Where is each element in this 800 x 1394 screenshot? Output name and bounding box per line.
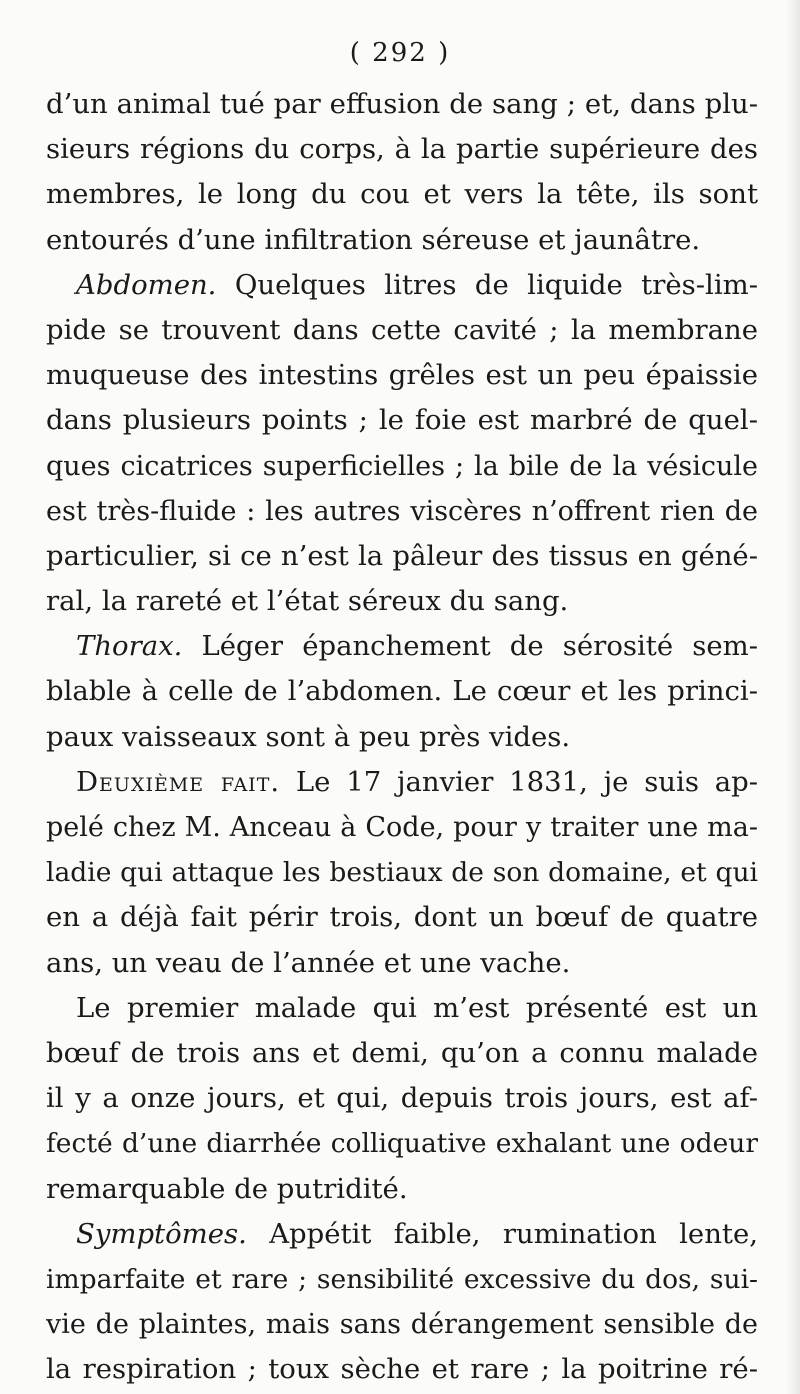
line-text: vie de plaintes, mais sans dérangement sensible de bbox=[46, 1309, 758, 1341]
section-heading: Abdomen. bbox=[76, 268, 217, 301]
line-text: entourés d’une infiltration séreuse et jaunâtre. bbox=[46, 223, 701, 256]
text-line bbox=[46, 895, 758, 940]
case-heading: Deuxième fait. bbox=[76, 765, 281, 798]
text-line bbox=[46, 263, 758, 308]
line-text: Le 17 janvier 1831, je suis ap- bbox=[280, 765, 758, 798]
text-line bbox=[46, 127, 758, 172]
line-text: ans, un veau de l’année et une vache. bbox=[46, 946, 571, 979]
text-line bbox=[46, 624, 758, 669]
text-line bbox=[46, 308, 758, 353]
line-text: il y a onze jours, et qui, depuis trois jours, est af- bbox=[46, 1082, 758, 1115]
text-line bbox=[46, 579, 758, 624]
text-line bbox=[46, 444, 758, 489]
line-text: blable à celle de l’abdomen. Le cœur et les princi- bbox=[46, 675, 758, 708]
line-text: paux vaisseaux sont à peu près vides. bbox=[46, 720, 571, 753]
line-text: Léger épanchement de sérosité sem- bbox=[182, 630, 758, 663]
line-text: ladie qui attaque les bestiaux de son domaine, et qui bbox=[46, 857, 758, 889]
line-text: imparfaite et rare ; sensibilité excessive du dos, sui- bbox=[46, 1263, 758, 1295]
section-heading: Symptômes. bbox=[76, 1217, 247, 1250]
line-text: ques cicatrices superficielles ; la bile de la vésicule bbox=[46, 450, 758, 482]
text-line bbox=[46, 1302, 758, 1347]
line-text: dans plusieurs points ; le foie est marbré de quel- bbox=[46, 404, 758, 437]
page-edge-shadow bbox=[786, 0, 800, 1394]
text-line bbox=[46, 760, 758, 805]
text-line bbox=[46, 1347, 758, 1392]
line-text: particulier, si ce n’est la pâleur des tissus en géné- bbox=[46, 539, 758, 572]
line-text: pide se trouvent dans cette cavité ; la membrane bbox=[46, 313, 758, 346]
text-line bbox=[46, 82, 758, 127]
text-line bbox=[46, 1257, 758, 1302]
text-line bbox=[46, 941, 758, 986]
text-line bbox=[46, 398, 758, 443]
text-line bbox=[46, 669, 758, 714]
line-text: est très-fluide : les autres viscères n’offrent rien de bbox=[46, 495, 758, 527]
line-text: Le premier malade qui m’est présenté est un bbox=[76, 991, 758, 1024]
text-line bbox=[46, 353, 758, 398]
text-line bbox=[46, 1121, 758, 1166]
line-text: Quelques litres de liquide très-lim- bbox=[216, 268, 758, 301]
line-text: la respiration ; toux sèche et rare ; la poitrine ré- bbox=[46, 1353, 758, 1386]
text-line bbox=[46, 1031, 758, 1076]
line-text: pelé chez M. Anceau à Code, pour y traiter une ma- bbox=[46, 812, 758, 843]
text-line bbox=[46, 172, 758, 217]
line-text: membres, le long du cou et vers la tête, ils sont bbox=[46, 178, 758, 211]
section-heading: Thorax. bbox=[76, 630, 183, 663]
text-line bbox=[46, 218, 758, 263]
text-line bbox=[46, 805, 758, 850]
line-text: Appétit faible, rumination lente, bbox=[246, 1217, 758, 1250]
text-line bbox=[46, 986, 758, 1031]
line-text: remarquable de putridité. bbox=[46, 1172, 408, 1205]
line-text: ral, la rareté et l’état séreux du sang. bbox=[46, 585, 569, 618]
text-line bbox=[46, 715, 758, 760]
line-text: muqueuse des intestins grêles est un peu épaissie bbox=[46, 359, 758, 392]
text-line bbox=[46, 1076, 758, 1121]
text-line bbox=[46, 489, 758, 534]
line-text: fecté d’une diarrhée colliquative exhalant une odeur bbox=[46, 1128, 758, 1160]
text-line bbox=[46, 534, 758, 579]
line-text: en a déjà fait périr trois, dont un bœuf de quatre bbox=[46, 901, 758, 934]
line-text: d’un animal tué par effusion de sang ; et, dans plu- bbox=[46, 88, 758, 120]
body-text bbox=[46, 82, 758, 1392]
line-text: sieurs régions du corps, à la partie supérieure des bbox=[46, 133, 758, 166]
text-line bbox=[46, 1167, 758, 1212]
text-line bbox=[46, 850, 758, 895]
line-text: bœuf de trois ans et demi, qu’on a connu malade bbox=[46, 1036, 758, 1069]
page-number: ( 292 ) bbox=[349, 38, 451, 68]
text-line bbox=[46, 1212, 758, 1257]
